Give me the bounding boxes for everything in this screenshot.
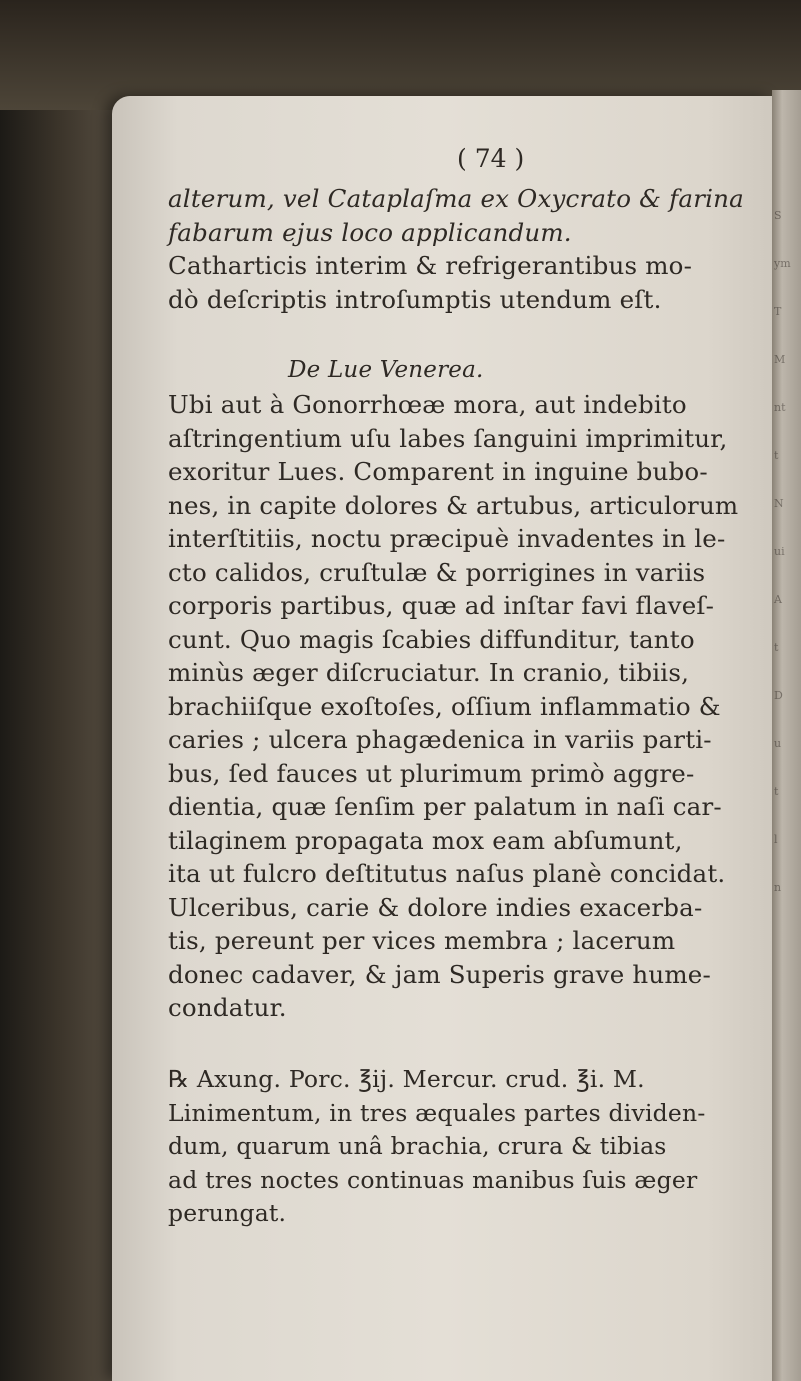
text-line: ad tres noctes continuas manibus ſuis æger (168, 1165, 698, 1194)
text-line: ℞ Axung. Porc. ℥ij. Mercur. crud. ℥i. M. (168, 1065, 645, 1094)
text-line: caries ; ulcera phagædenica in variis parti- (168, 725, 712, 755)
text-line: donec cadaver, & jam Superis grave hume- (168, 959, 711, 989)
edge-text-fragment: t (774, 449, 779, 462)
edge-text-fragment: n (774, 881, 782, 894)
edge-text-fragment: ym (774, 257, 791, 270)
edge-text-fragment: A (774, 593, 782, 606)
text-line: brachiiſque exoſtoſes, oſſium inflammatio & (168, 691, 721, 721)
edge-text-fragment: t (774, 641, 779, 654)
text-line: Linimentum, in tres æquales partes dividen- (168, 1098, 706, 1127)
edge-text-fragment: nt (774, 401, 786, 414)
text-line: dum, quarum unâ brachia, crura & tibias (168, 1132, 667, 1161)
edge-text-fragment: S (774, 209, 782, 222)
text-line: alterum, vel Cataplaſma ex Oxycrato & farina (168, 184, 744, 213)
text-line: cto calidos, cruſtulæ & porrigines in variis (168, 557, 706, 587)
edge-text-fragment: ui (774, 545, 785, 558)
text-line: tilaginem propagata mox eam abſumunt, (168, 825, 683, 855)
text-line: exoritur Lues. Comparent in inguine bubo- (168, 457, 708, 487)
edge-text-fragment: t (774, 785, 779, 798)
text-line: Ulceribus, carie & dolore indies exacerba- (168, 892, 703, 922)
text-line: aſtringentium uſu labes ſanguini imprimitur, (168, 423, 728, 453)
section-heading: De Lue Venerea. (288, 356, 484, 383)
edge-text-fragment: D (774, 689, 783, 702)
text-line: minùs æger diſcruciatur. In cranio, tibiis, (168, 658, 690, 688)
text-line: tis, pereunt per vices membra ; lacerum (168, 926, 676, 956)
text-line: corporis partibus, quæ ad inſtar favi flaveſ- (168, 591, 715, 621)
text-line: perungat. (168, 1199, 287, 1228)
edge-text-fragment: N (774, 497, 784, 510)
text-line: interſtitiis, noctu præcipuè invadentes in le- (168, 524, 726, 554)
text-line: fabarum ejus loco applicandum. (168, 217, 572, 247)
page-number: ( 74 ) (457, 144, 525, 173)
text-line: ita ut fulcro deſtitutus naſus planè concidat. (168, 859, 726, 889)
text-line: Ubi aut à Gonorrhœæ mora, aut indebito (168, 390, 687, 420)
text-line: dientia, quæ ſenſim per palatum in naſi car- (168, 792, 722, 822)
book-page (112, 96, 772, 1381)
edge-text-fragment: u (774, 737, 782, 750)
edge-text-fragment: M (774, 353, 786, 366)
edge-text-fragment: l (774, 833, 778, 846)
text-line: bus, ſed fauces ut plurimum primò aggre- (168, 758, 695, 788)
text-line: Catharticis interim & refrigerantibus mo- (168, 251, 693, 280)
text-line: cunt. Quo magis ſcabies diffunditur, tanto (168, 624, 695, 654)
text-line: nes, in capite dolores & artubus, articulorum (168, 490, 739, 520)
adjacent-page-edge (772, 90, 801, 1381)
edge-text-fragment: T (774, 305, 782, 318)
text-line: dò deſcriptis introſumptis utendum eſt. (168, 284, 662, 314)
dark-background-top (0, 0, 801, 110)
dark-background-left (0, 0, 130, 1381)
text-line: condatur. (168, 993, 287, 1023)
